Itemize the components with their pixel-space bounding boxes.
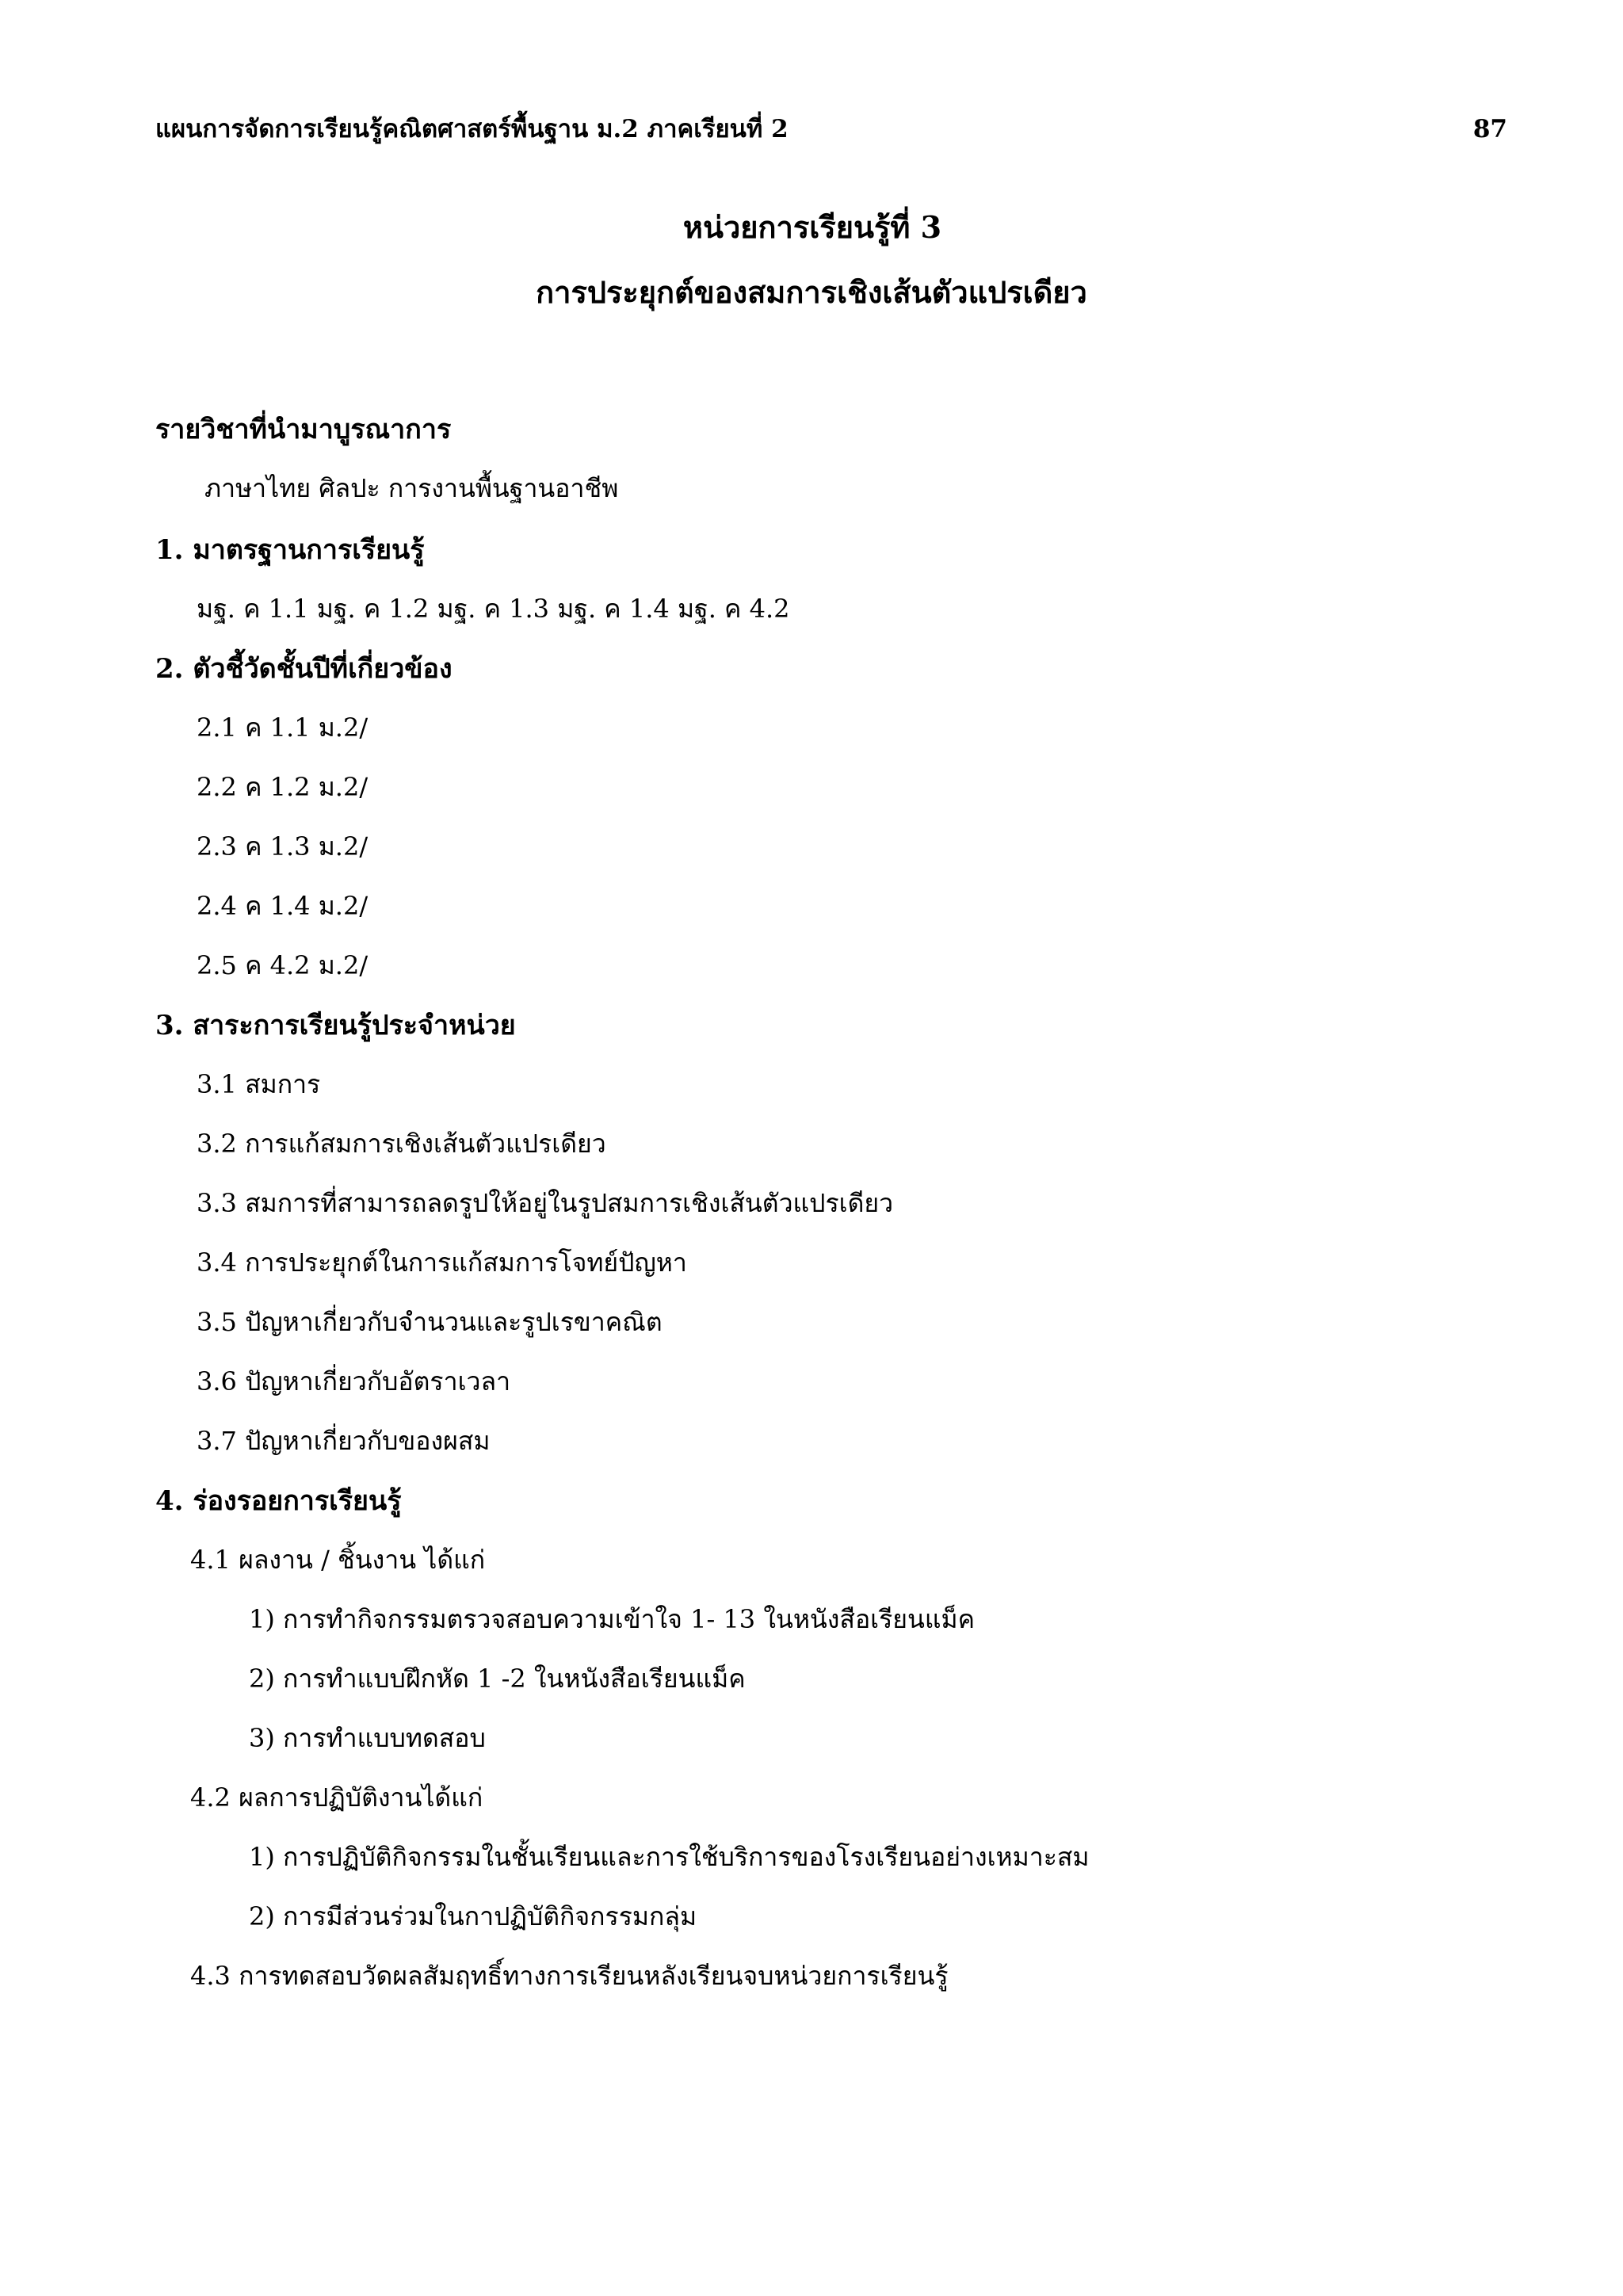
integration-heading: รายวิชาที่นำมาบูรณาการ xyxy=(155,414,452,445)
content-item: 3.6 ปัญหาเกี่ยวกับอัตราเวลา xyxy=(197,1366,511,1396)
content-item: 3.2 การแก้สมการเชิงเส้นตัวแปรเดียว xyxy=(197,1129,606,1159)
indicator-item: 2.2 ค 1.2 ม.2/ xyxy=(197,772,369,802)
evidence-heading: 4. ร่องรอยการเรียนรู้ xyxy=(155,1485,402,1517)
document-header-title: แผนการจัดการเรียนรู้คณิตศาสตร์พื้นฐาน ม.2 ภาคเรียนที่ 2 xyxy=(155,115,789,143)
indicator-item: 2.4 ค 1.4 ม.2/ xyxy=(197,891,369,921)
evidence-subheading-performance: 4.2 ผลการปฏิบัติงานได้แก่ xyxy=(190,1782,483,1813)
content-item: 3.3 สมการที่สามารถลดรูปให้อยู่ในรูปสมการเชิงเส้นตัวแปรเดียว xyxy=(197,1188,894,1218)
evidence-subheading-test: 4.3 การทดสอบวัดผลสัมฤทธิ์ทางการเรียนหลังเรียนจบหน่วยการเรียนรู้ xyxy=(190,1961,949,1991)
evidence-subheading-works: 4.1 ผลงาน / ชิ้นงาน ได้แก่ xyxy=(190,1545,486,1575)
evidence-work-item: 3) การทำแบบทดสอบ xyxy=(249,1723,486,1753)
unit-title: หน่วยการเรียนรู้ที่ 3 xyxy=(682,209,942,245)
indicator-item: 2.5 ค 4.2 ม.2/ xyxy=(197,950,369,980)
page-number: 87 xyxy=(1472,115,1507,143)
standards-heading: 1. มาตรฐานการเรียนรู้ xyxy=(155,534,425,566)
content-item: 3.4 การประยุกต์ในการแก้สมการโจทย์ปัญหา xyxy=(197,1247,687,1278)
indicator-item: 2.1 ค 1.1 ม.2/ xyxy=(197,712,369,743)
content-item: 3.1 สมการ xyxy=(197,1069,321,1099)
indicator-item: 2.3 ค 1.3 ม.2/ xyxy=(197,831,369,861)
integration-subjects: ภาษาไทย ศิลปะ การงานพื้นฐานอาชีพ xyxy=(204,473,619,503)
content-heading: 3. สาระการเรียนรู้ประจำหน่วย xyxy=(155,1010,516,1041)
content-item: 3.5 ปัญหาเกี่ยวกับจำนวนและรูปเรขาคณิต xyxy=(197,1307,663,1337)
evidence-work-item: 1) การทำกิจกรรมตรวจสอบความเข้าใจ 1- 13 ในหนังสือเรียนแม็ค xyxy=(249,1604,976,1634)
unit-subtitle: การประยุกต์ของสมการเชิงเส้นตัวแปรเดียว xyxy=(536,274,1087,310)
standards-list: มฐ. ค 1.1 มฐ. ค 1.2 มฐ. ค 1.3 มฐ. ค 1.4 มฐ. ค 4.2 xyxy=(197,594,790,624)
content-item: 3.7 ปัญหาเกี่ยวกับของผสม xyxy=(197,1426,491,1456)
indicators-heading: 2. ตัวชี้วัดชั้นปีที่เกี่ยวข้อง xyxy=(155,653,453,685)
evidence-performance-item: 1) การปฏิบัติกิจกรรมในชั้นเรียนและการใช้บริการของโรงเรียนอย่างเหมาะสม xyxy=(249,1842,1090,1872)
evidence-work-item: 2) การทำแบบฝึกหัด 1 -2 ในหนังสือเรียนแม็ค xyxy=(249,1664,746,1694)
evidence-performance-item: 2) การมีส่วนร่วมในกาปฏิบัติกิจกรรมกลุ่ม xyxy=(249,1901,697,1931)
